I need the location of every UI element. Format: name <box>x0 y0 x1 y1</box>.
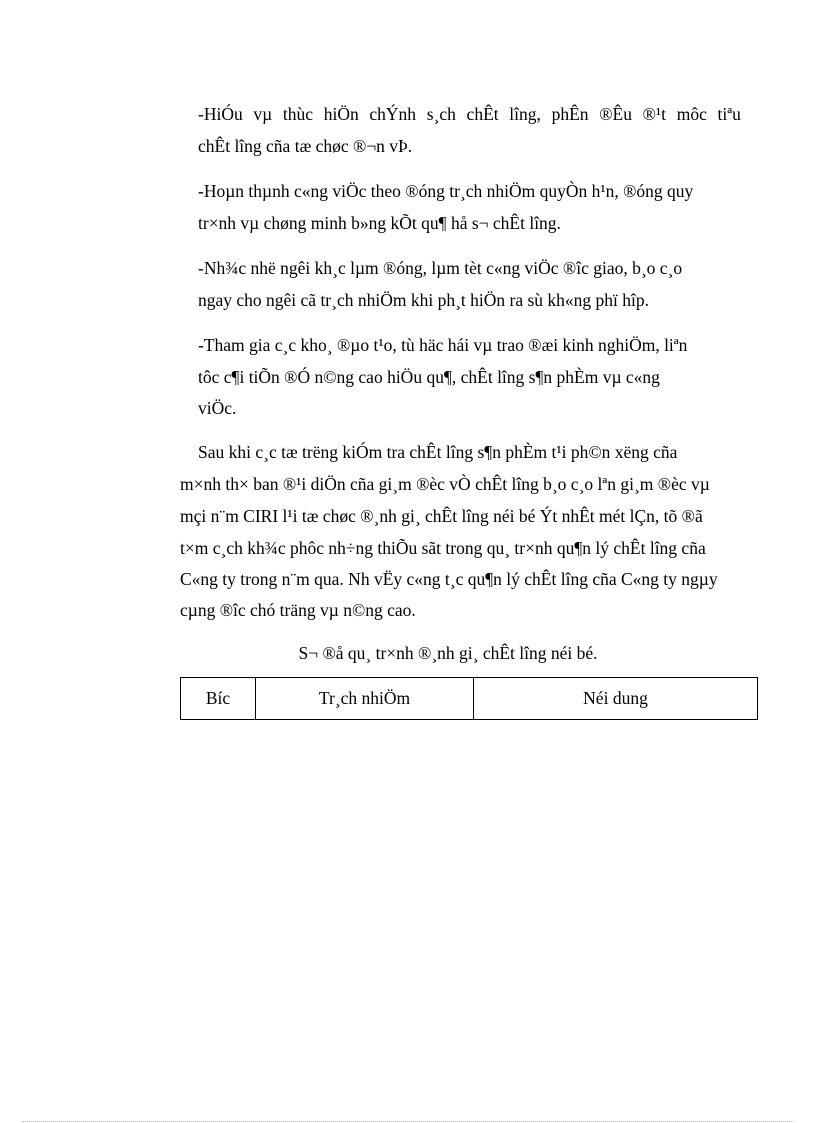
text-line: viÖc. <box>198 398 237 418</box>
table-header-step: Bíc <box>181 678 256 720</box>
text-line: -Hoµn thµnh c«ng viÖc theo ®óng tr¸ch nhiÖm quyÒn h¹n, ®óng quy <box>198 181 694 201</box>
table-header-content: Néi dung <box>474 678 758 720</box>
diagram-caption: S¬ ®å qu¸ tr×nh ®¸nh gi¸ chÊt lîng néi bé. <box>298 643 598 663</box>
text-line: -HiÓu vµ thùc hiÖn chÝnh s¸ch chÊt lîng, phÊn ®Êu ®¹t môc tiªu <box>198 104 741 124</box>
table-header-responsibility: Tr¸ch nhiÖm <box>256 678 474 720</box>
table-header-row <box>181 678 758 720</box>
text-line: tôc c¶i tiÕn ®Ó n©ng cao hiÖu qu¶, chÊt lîng s¶n phÈm vµ c«ng <box>198 367 660 387</box>
text-line: ngay cho ngêi cã tr¸ch nhiÖm khi ph¸t hiÖn ra sù kh«ng phï hîp. <box>198 290 650 310</box>
text-line: cµng ®îc chó träng vµ n©ng cao. <box>180 600 416 620</box>
text-line: -Nh¾c nhë ngêi kh¸c lµm ®óng, lµm tèt c«ng viÖc ®îc giao, b¸o c¸o <box>198 258 683 278</box>
process-table <box>180 677 758 720</box>
text-line: -Tham gia c¸c kho¸ ®µo t¹o, tù häc hái vµ trao ®æi kinh nghiÖm, liªn <box>198 335 688 355</box>
text-line: Sau khi c¸c tæ trëng kiÓm tra chÊt lîng s¶n phÈm t¹i ph©n xëng cña <box>198 442 678 462</box>
text-line: chÊt lîng cña tæ chøc ®¬n vÞ. <box>198 136 413 156</box>
page-bottom-divider <box>22 1121 794 1122</box>
text-line: t×m c¸ch kh¾c phôc nh÷ng thiÕu sãt trong qu¸ tr×nh qu¶n lý chÊt lîng cña <box>180 538 706 558</box>
text-line: C«ng ty trong n¨m qua. Nh vËy c«ng t¸c qu¶n lý chÊt lîng cña C«ng ty ngµy <box>180 569 718 589</box>
text-line: tr×nh vµ chøng minh b»ng kÕt qu¶ hå s¬ chÊt lîng. <box>198 213 561 233</box>
text-line: mçi n¨m CIRI l¹i tæ chøc ®¸nh gi¸ chÊt lîng néi bé Ýt nhÊt mét lÇn, tõ ®ã <box>180 506 703 526</box>
text-line: m×nh th× ban ®¹i diÖn cña gi¸m ®èc vÒ chÊt lîng b¸o c¸o lªn gi¸m ®èc vµ <box>180 474 710 494</box>
